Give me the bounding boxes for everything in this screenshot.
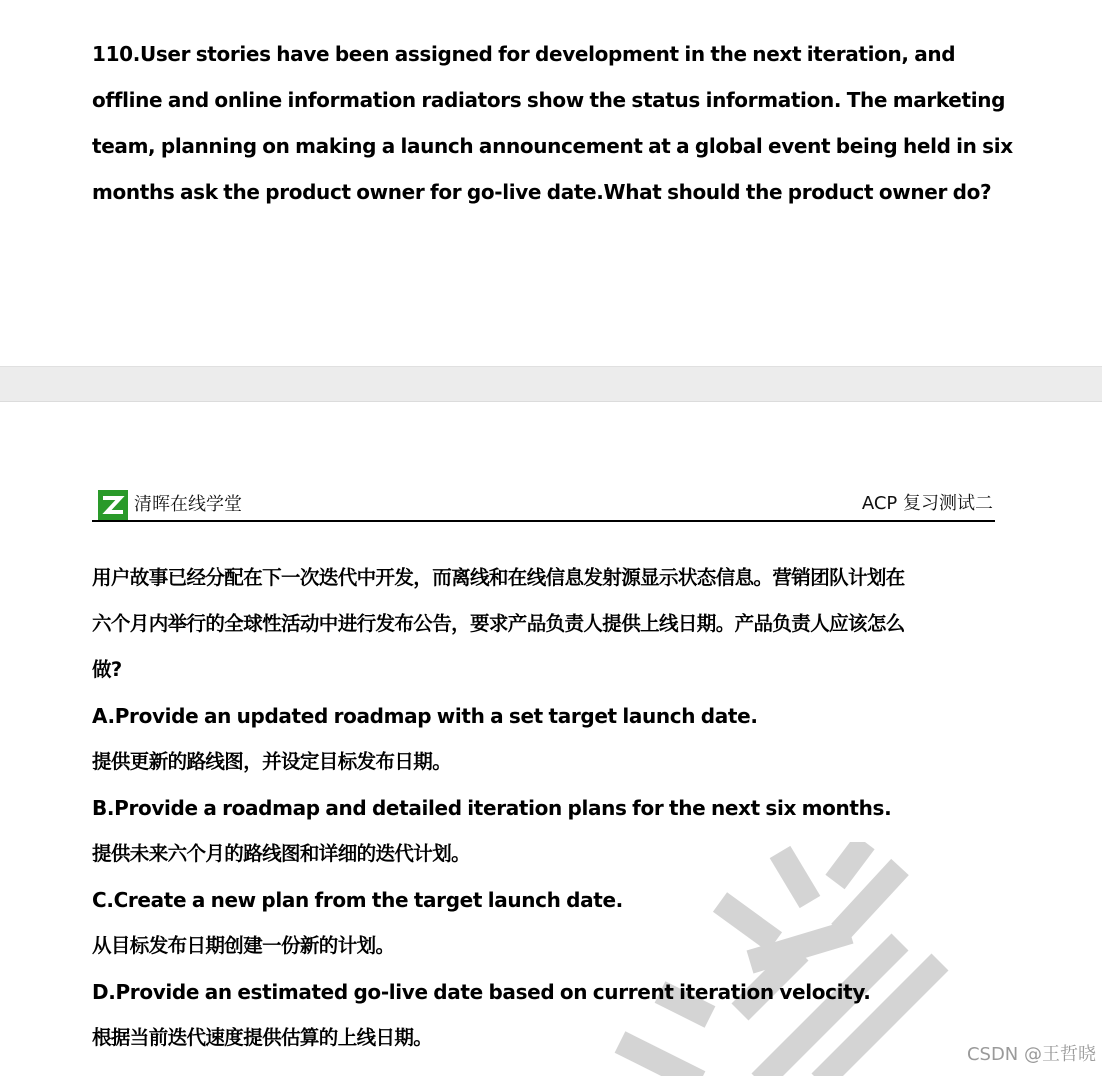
source-credit: CSDN @王哲晓 xyxy=(966,1044,1096,1065)
option-b-chinese: 提供未来六个月的路线图和详细的迭代计划。 xyxy=(92,842,471,865)
logo-text: 清晖在线学堂 xyxy=(134,494,242,515)
question-chinese-line-3: 做? xyxy=(92,658,122,681)
page-separator xyxy=(0,366,1102,402)
option-d-chinese: 根据当前迭代速度提供估算的上线日期。 xyxy=(92,1026,433,1049)
question-chinese-line-2: 六个月内举行的全球性活动中进行发布公告，要求产品负责人提供上线日期。产品负责人应该怎么 xyxy=(92,612,905,635)
logo-icon xyxy=(98,490,128,520)
page-top xyxy=(0,0,1102,366)
option-b-english: B.Provide a roadmap and detailed iteration plans for the next six months. xyxy=(92,796,892,820)
question-english: 110.User stories have been assigned for development in the next iteration, and offline and online information radiators show the status information. The marketing team, planning on making a launch announcement at a global event being held in six months ask the product owner for go-live date.What should the product owner do? xyxy=(92,42,1013,204)
page-bottom xyxy=(0,402,1102,1076)
option-d-english: D.Provide an estimated go-live date based on current iteration velocity. xyxy=(92,980,871,1004)
option-c-chinese: 从目标发布日期创建一份新的计划。 xyxy=(92,934,395,957)
option-c-english: C.Create a new plan from the target launch date. xyxy=(92,888,623,912)
question-chinese-line-1: 用户故事已经分配在下一次迭代中开发，而离线和在线信息发射源显示状态信息。营销团队计划在 xyxy=(92,566,905,589)
question-body xyxy=(92,555,1012,1061)
document-title: ACP 复习测试二 xyxy=(861,493,993,514)
page-header xyxy=(92,488,995,522)
option-a-chinese: 提供更新的路线图，并设定目标发布日期。 xyxy=(92,750,452,773)
option-a-english: A.Provide an updated roadmap with a set target launch date. xyxy=(92,704,758,728)
